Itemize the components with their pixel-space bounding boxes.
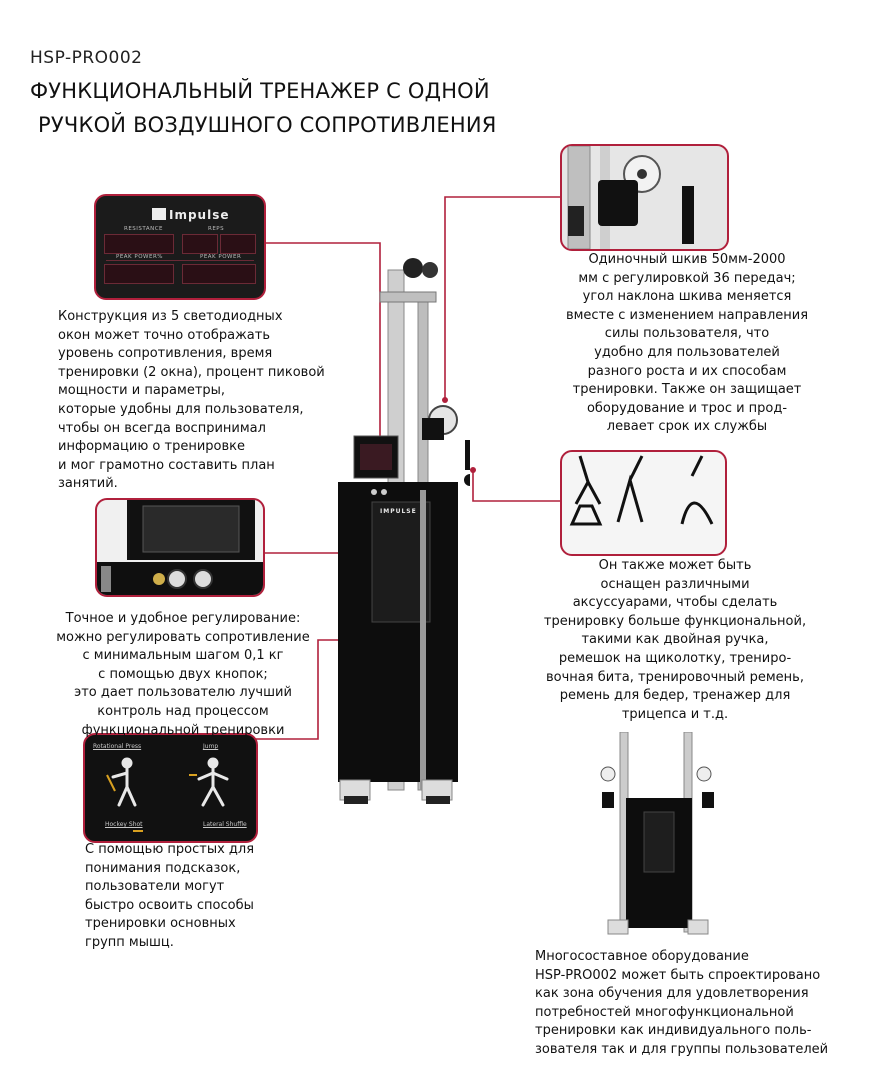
- brand-logo: Impulse: [152, 208, 230, 222]
- feature-display-text: Конструкция из 5 светодиодных окон может точно отображать уровень сопротивления, время тренировки (2 окна), процент пиковой мощности и параметры, которые удобны для пользователя, чтобы он всегда воспринимал информацию о тренировке и мог грамотно составить план занятий.: [58, 309, 325, 492]
- exercise-chart-card: [83, 733, 258, 843]
- display-panel-card: [94, 194, 266, 300]
- feature-chart-text: С помощью простых для понимания подсказок, пользователи могут быстро освоить способы тренировки основных групп мышц.: [85, 842, 255, 950]
- led-window: [104, 234, 174, 254]
- title-line-2: РУЧКОЙ ВОЗДУШНОГО СОПРОТИВЛЕНИЯ: [38, 113, 497, 137]
- leader-dot: [470, 467, 476, 473]
- feature-multi-text: Многосоставное оборудование HSP-PRO002 может быть спроектировано как зона обучения для удовлетворения потребностей многофункциональной тренировки как индивидуального поль- зователя так и для группы пользователей: [535, 949, 829, 1057]
- feature-pulley-text: Одиночный шкив 50мм-2000 мм с регулировкой 36 передач; угол наклона шкива меняется вместе с изменением направления силы пользователя, что удобно для пользователей разного роста и их способам тренировки. Также он защищает оборудование и трос и прод- левает срок их службы: [565, 252, 809, 435]
- title-line-1: ФУНКЦИОНАЛЬНЫЙ ТРЕНАЖЕР С ОДНОЙ: [30, 79, 490, 103]
- led-window: [220, 234, 256, 254]
- led-window: [104, 264, 174, 284]
- leader-accessories: [473, 470, 560, 501]
- machine-image: [330, 240, 470, 810]
- label-peak-power-pct: PEAK POWER%: [116, 254, 164, 260]
- divider: [106, 260, 254, 261]
- exercise-label: Jump: [203, 743, 219, 750]
- model-code: HSP-PRO002: [30, 48, 143, 68]
- buttons-closeup-image: [97, 500, 263, 595]
- accessories-image: [562, 452, 725, 554]
- multi-station-image: [598, 732, 718, 942]
- pulley-closeup-card: [560, 144, 729, 251]
- led-window: [182, 264, 256, 284]
- buttons-closeup-card: [95, 498, 265, 597]
- pulley-closeup-image: [562, 146, 727, 249]
- accessories-card: [560, 450, 727, 556]
- label-reps: REPS: [208, 226, 225, 232]
- label-resistance: RESISTANCE: [124, 226, 164, 232]
- exercise-label: Lateral Shuffle: [203, 821, 247, 828]
- exercise-label: Rotational Press: [93, 743, 142, 750]
- tower-brand: IMPULSE: [380, 508, 417, 515]
- feature-buttons-text: Точное и удобное регулирование: можно регулировать сопротивление с минимальным шагом 0,1 кг с помощью двух кнопок; это дает пользователю лучший контроль над процессом функциональной тренировки: [56, 611, 310, 738]
- exercise-figures: [85, 735, 256, 841]
- exercise-label: Hockey Shot: [105, 821, 143, 828]
- label-peak-power: PEAK POWER: [200, 254, 242, 260]
- feature-accessories-text: Он также может быть оснащен различными аксуссуарами, чтобы сделать тренировку больше функциональной, такими как двойная ручка, ремешок на щиколотку, трениро- вочная бита, тренировочный ремень, ремень для бедер, тренажер для трицепса и т.д.: [543, 558, 807, 722]
- led-window: [182, 234, 218, 254]
